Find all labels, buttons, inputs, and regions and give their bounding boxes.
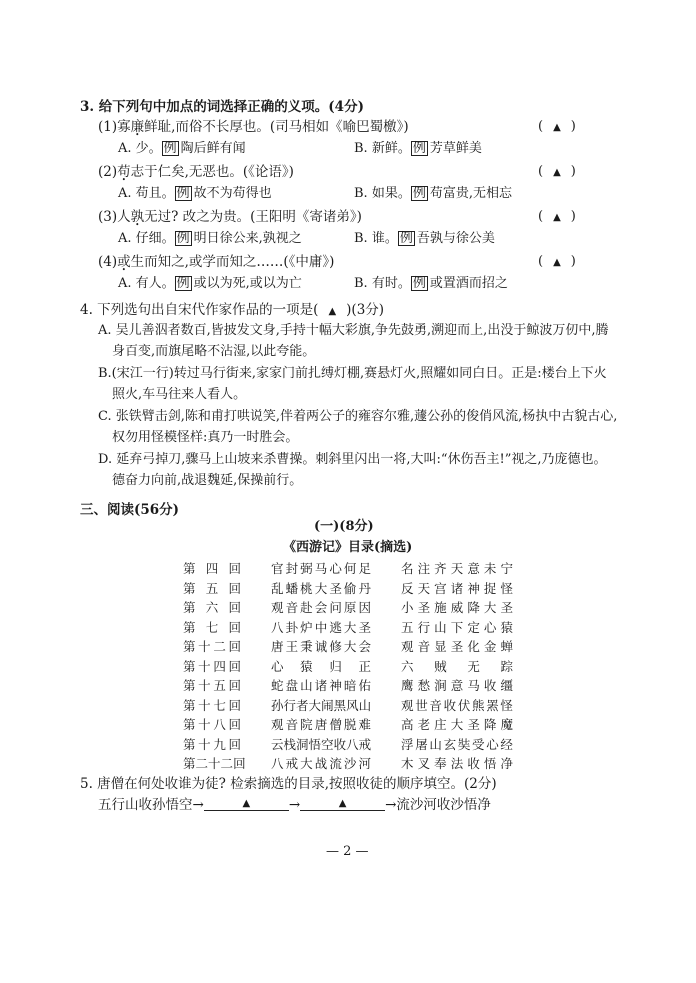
toc-cell: 第 十 二 回 (183, 639, 241, 654)
sentence-post: 无过? 改之为贵。(王阳明《寄诸弟》) (144, 209, 362, 225)
toc-cell: 第 十 四 回 (183, 658, 241, 674)
dotted-word: 或 (117, 254, 131, 270)
option-a (118, 185, 272, 203)
q5-arrow: → (288, 797, 301, 813)
toc-row (183, 657, 513, 677)
toc-cell: 心 猿 归 正 (271, 658, 371, 674)
option-text: 或以为死,或以为亡 (193, 276, 302, 291)
toc-cell: 浮 屠 山 玄 奘 受 心 经 (401, 736, 513, 752)
option-text: 或置酒而招之 (429, 276, 508, 291)
answer-slot[interactable] (538, 163, 576, 182)
sentence-pre: (3)人 (98, 209, 131, 225)
option-label: B. 谁。 (354, 231, 398, 246)
option-b (354, 275, 508, 293)
toc-cell: 第 六 回 (183, 600, 241, 615)
q4-option-line: 身百变,而旗尾略不沾湿,以此夸能。 (112, 344, 316, 359)
option-text: 吾孰与徐公美 (416, 231, 495, 246)
toc-row (183, 696, 513, 716)
paren-open: ( (538, 254, 544, 269)
sentence-pre: (2) (98, 164, 118, 180)
dotted-word: 孰 (130, 209, 145, 225)
paren-open: ( (538, 164, 544, 179)
toc-cell: 八 卦 炉 中 逃 大 圣 (271, 619, 371, 635)
example-box: 例 (412, 141, 426, 156)
q5-stem: 5. 唐僧在何处收谁为徒? 检索摘选的目录,按照收徒的顺序填空。(2分) (80, 776, 497, 792)
toc-cell: 第 十 九 回 (183, 736, 241, 752)
answer-slot[interactable] (538, 253, 576, 272)
q3-item-sentence (98, 118, 409, 136)
toc-cell: 官 封 弼 马 心 何 足 (271, 561, 371, 576)
example-box: 例 (412, 276, 426, 291)
example-box: 例 (163, 141, 177, 156)
toc-row (183, 559, 513, 579)
toc-cell: 观 音 赴 会 问 原 因 (271, 600, 371, 615)
answer-triangle-icon: ▲ (553, 167, 561, 178)
q5-end: →流沙河收沙悟净 (385, 797, 491, 813)
dotted-word: 苟 (117, 164, 131, 180)
toc-cell: 小 圣 施 威 降 大 圣 (401, 600, 513, 615)
option-a (118, 140, 246, 158)
option-a (118, 230, 302, 248)
option-label: A. 苟且。 (118, 186, 175, 201)
toc-cell: 八 戒 大 战 流 沙 河 (271, 756, 371, 771)
option-b (354, 185, 512, 203)
option-text: 陶后鲜有闻 (180, 141, 246, 156)
q5-blank-2[interactable] (300, 796, 385, 811)
option-label: A. 仔细。 (118, 231, 175, 246)
paren-close: ) (570, 119, 576, 134)
toc-row (183, 676, 513, 696)
option-text: 明日徐公来,孰视之 (193, 231, 302, 246)
answer-triangle-icon: ▲ (553, 257, 561, 268)
q4-option-line: 权勿用怪模怪样:真乃一时胜会。 (112, 430, 299, 445)
option-b (354, 140, 482, 158)
toc-cell: 第 五 回 (183, 580, 241, 596)
option-label: B. 如果。 (354, 186, 411, 201)
toc-row (183, 618, 513, 638)
toc-cell: 名 注 齐 天 意 未 宁 (401, 561, 513, 576)
option-label: A. 少。 (118, 141, 162, 156)
toc-cell: 第 四 回 (183, 561, 241, 576)
example-box: 例 (176, 231, 190, 246)
q5-start: 五行山收孙悟空→ (98, 797, 204, 813)
q3-stem: 3. 给下列句中加点的词选择正确的义项。(4分) (80, 99, 364, 115)
toc-cell: 六 贼 无 踪 (401, 658, 513, 674)
q5-blank-1[interactable] (204, 796, 289, 811)
paren-open: ( (538, 119, 544, 134)
example-box: 例 (412, 186, 426, 201)
toc-cell: 五 行 山 下 定 心 猿 (401, 619, 513, 635)
toc-cell: 木 叉 奉 法 收 悟 净 (401, 756, 513, 771)
q4-option-line: B.(宋江一行)转过马行街来,家家门前扎缚灯棚,赛悬灯火,照耀如同白日。正是:楼台上下火 (98, 366, 607, 381)
q3-item-sentence (98, 163, 294, 181)
q4-stem (80, 301, 384, 321)
toc-cell: 云 栈 洞 悟 空 收 八 戒 (271, 736, 372, 752)
toc-cell: 观 音 显 圣 化 金 蝉 (401, 639, 513, 654)
option-text: 芳草鲜美 (429, 141, 482, 156)
example-box: 例 (399, 231, 413, 246)
toc-row (183, 579, 513, 599)
toc-cell: 观 音 院 唐 僧 脱 难 (271, 717, 371, 732)
answer-triangle-icon: ▲ (338, 798, 347, 809)
section3-title: 三、阅读(56分) (80, 502, 180, 518)
q5-answer-line (98, 796, 491, 814)
sentence-pre: (1)寡 (98, 119, 131, 135)
option-label: A. 有人。 (118, 276, 175, 291)
example-box: 例 (176, 186, 190, 201)
toc-cell: 第 二 十 二 回 (183, 756, 246, 771)
toc-cell: 高 老 庄 大 圣 降 魔 (401, 717, 513, 732)
toc-row (183, 735, 513, 755)
toc-cell: 第 七 回 (183, 619, 241, 635)
toc-row (183, 754, 513, 774)
toc-cell: 蛇 盘 山 诸 神 暗 佑 (271, 678, 371, 693)
answer-triangle-icon: ▲ (242, 798, 251, 809)
q4-option-line: 照火,车马往来人看人。 (112, 387, 247, 402)
dotted-word: 廉 (130, 119, 145, 135)
q4-stem-pre: 4. 下列选句出自宋代作家作品的一项是( (80, 302, 319, 318)
answer-triangle-icon: ▲ (553, 212, 561, 223)
sentence-pre: (4) (98, 254, 118, 270)
example-box: 例 (176, 276, 190, 291)
sentence-post: 生而知之,或学而知之……(《中庸》) (130, 254, 335, 270)
answer-slot[interactable] (538, 118, 576, 137)
option-label: B. 新鲜。 (354, 141, 411, 156)
paren-close: ) (570, 254, 576, 269)
option-a (118, 275, 302, 293)
reading-part1-title: (一)(8分) (314, 519, 374, 534)
toc-cell: 反 天 宫 诸 神 捉 怪 (401, 580, 513, 596)
paren-open: ( (538, 209, 544, 224)
q4-option-line: A. 吴儿善泅者数百,皆披发文身,手持十幅大彩旗,争先鼓勇,溯迎而上,出没于鲸波万仞中,腾 (98, 323, 609, 338)
option-label: B. 有时。 (354, 276, 411, 291)
paren-close: ) (570, 209, 576, 224)
q4-option-line: 德奋力向前,战退魏延,保操前行。 (112, 473, 303, 488)
toc-cell: 第 十 八 回 (183, 717, 241, 732)
toc-cell: 孙 行 者 大 闹 黑 风 山 (271, 697, 372, 713)
toc-cell: 第 十 五 回 (183, 678, 241, 693)
toc-cell: 唐 王 秉 诚 修 大 会 (271, 639, 371, 654)
option-text: 苟富贵,无相忘 (429, 186, 512, 201)
q4-option-line: C. 张铁臂击剑,陈和甫打哄说笑,伴着两公子的雍容尔雅,蘧公孙的俊俏风流,杨执中古貌古心, (98, 409, 618, 424)
q4-option-line: D. 延弃弓掉刀,骤马上山坡来杀曹操。刺斜里闪出一将,大叫:“休伤吾主!”视之,乃庞德也。 (98, 452, 607, 467)
q4-stem-post: )(3分) (346, 302, 385, 318)
sentence-post: 鲜耻,而俗不长厚也。(司马相如《喻巴蜀檄》) (144, 119, 409, 135)
option-text: 故不为苟得也 (193, 186, 272, 201)
toc-row (183, 715, 513, 735)
answer-slot[interactable] (538, 208, 576, 227)
toc-title: 《西游记》目录(摘选) (283, 540, 413, 555)
answer-triangle-icon: ▲ (553, 122, 561, 133)
toc-cell: 鹰 愁 涧 意 马 收 缰 (401, 678, 513, 693)
q3-item-sentence (98, 208, 362, 226)
toc-row (183, 637, 513, 657)
option-b (354, 230, 495, 248)
toc-cell: 乱 蟠 桃 大 圣 偷 丹 (271, 580, 371, 596)
toc-cell: 观 世 音 收 伏 熊 罴 怪 (401, 697, 513, 713)
sentence-post: 志于仁矣,无恶也。(《论语》) (130, 164, 294, 180)
toc-row (183, 598, 513, 618)
paren-close: ) (570, 164, 576, 179)
toc-cell: 第 十 七 回 (183, 697, 241, 713)
answer-triangle-icon: ▲ (328, 306, 337, 317)
page-number: — 2 — (326, 844, 369, 859)
q3-item-sentence (98, 253, 334, 271)
